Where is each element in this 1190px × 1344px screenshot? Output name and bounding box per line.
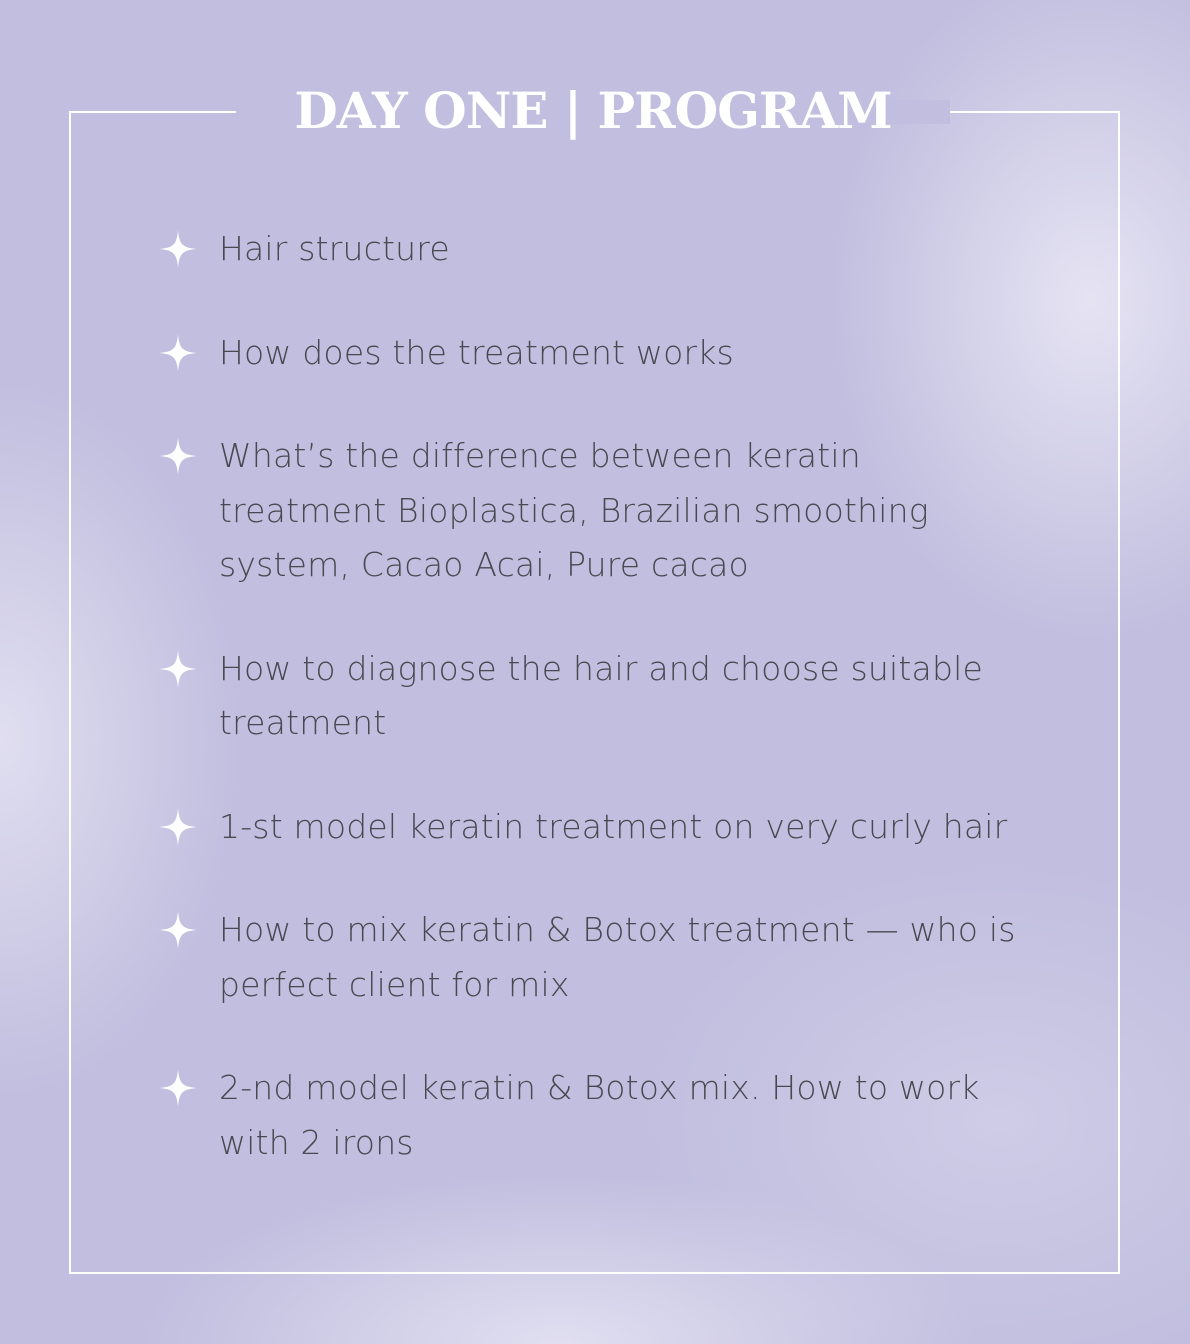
list-item [158,222,1018,277]
list-item-text: 1-st model keratin treatment on very curly hair [219,806,1008,846]
list-item-text: Hair structure [219,229,450,268]
list-item [158,1061,1018,1170]
four-point-star-icon [158,910,198,950]
four-point-star-icon [158,229,198,269]
list-item [158,800,1018,855]
list-item-text: How to mix keratin & Botox treatment — who is perfect client for mix [219,910,1016,1004]
list-item [158,642,1018,751]
list-item-text: What’s the difference between keratin treatment Bioplastica, Brazilian smoothing system, Cacao Acai, Pure cacao [219,436,929,584]
list-item-text: How does the treatment works [219,332,734,372]
page-title: DAY ONE | PROGRAM [294,81,892,140]
list-item-text: How to diagnose the hair and choose suitable treatment [219,648,983,742]
four-point-star-icon [158,436,198,476]
four-point-star-icon [158,807,198,847]
four-point-star-icon [158,649,198,689]
four-point-star-icon [158,1068,198,1108]
list-item [158,429,1018,593]
list-item [158,326,1018,381]
program-list [158,222,1018,1219]
list-item-text: 2-nd model keratin & Botox mix. How to work with 2 irons [219,1068,980,1162]
list-item [158,903,1018,1012]
four-point-star-icon [158,333,198,373]
